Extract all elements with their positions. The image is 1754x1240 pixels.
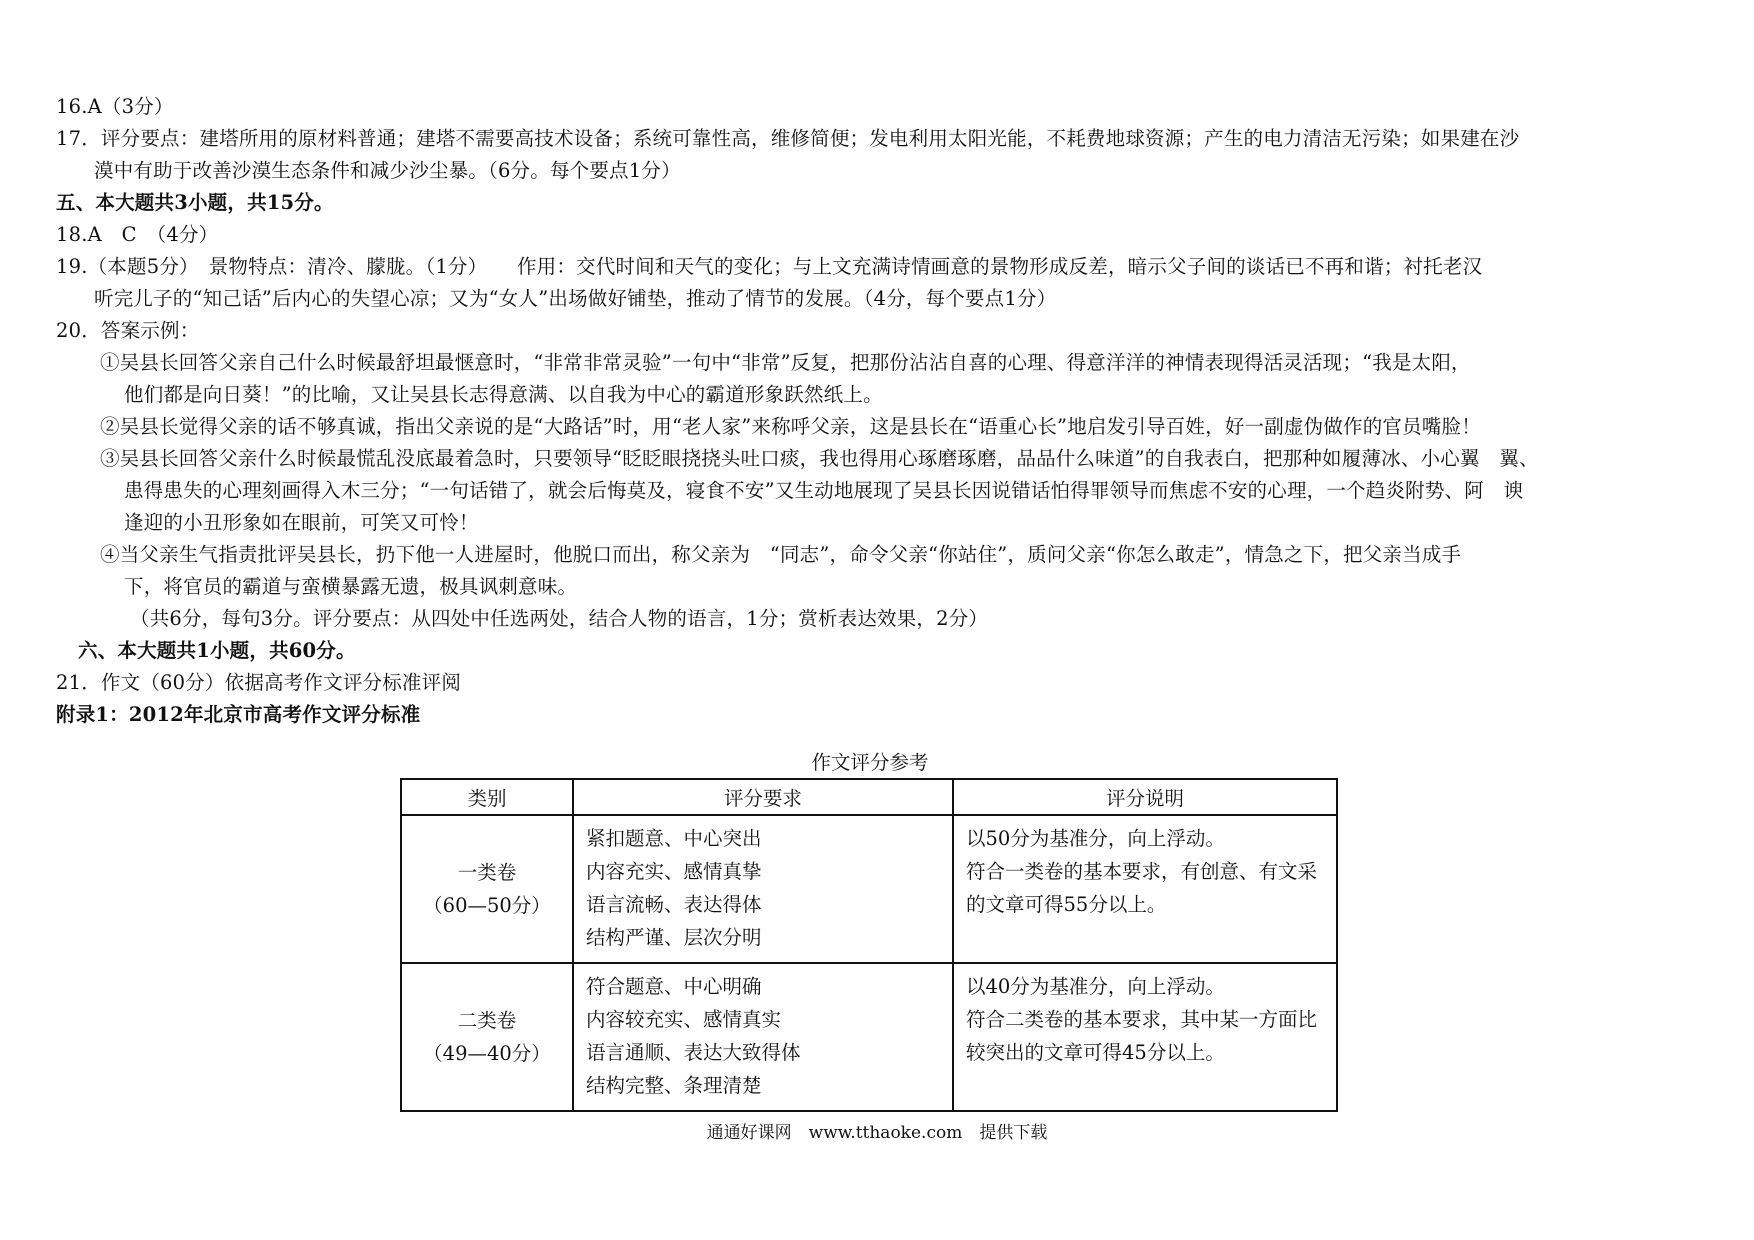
category-range: （60—50分）: [423, 894, 551, 917]
requirement-item: 语言通顺、表达大致得体: [586, 1041, 801, 1064]
answer-16: 16.A（3分）: [56, 95, 174, 118]
table-row: [401, 815, 1337, 963]
appendix-1-heading: 附录1：2012年北京市高考作文评分标准: [56, 703, 421, 726]
answer-20-item-3-line-3: 逢迎的小丑形象如在眼前，可笑又可怜！: [124, 511, 479, 534]
answer-20-item-4-line-2: 下，将官员的霸道与蛮横暴露无遗，极具讽刺意味。: [124, 575, 578, 598]
answer-19-line-2: 听完儿子的“知己话”后内心的失望心凉；又为“女人”出场做好铺垫，推动了情节的发展。（4分，每个要点1分）: [94, 287, 1057, 310]
note-item: 的文章可得55分以上。: [966, 893, 1167, 916]
note-item: 符合二类卷的基本要求，其中某一方面比: [966, 1008, 1318, 1031]
answer-20-heading: 20．答案示例：: [56, 319, 200, 342]
category-cell: [401, 815, 573, 963]
note-item: 较突出的文章可得45分以上。: [966, 1041, 1225, 1064]
answer-20-item-3-line-1: ③吴县长回答父亲什么时候最慌乱没底最着急时，只要领导“眨眨眼挠挠头吐口痰，我也得用心琢磨琢磨，品品什么味道”的自我表白，把那种如履薄冰、小心翼 翼、: [100, 447, 1539, 470]
requirement-item: 结构严谨、层次分明: [586, 926, 762, 949]
answer-21: 21．作文（60分）依据高考作文评分标准评阅: [56, 671, 462, 694]
section-6-heading: 六、本大题共1小题，共60分。: [78, 639, 356, 662]
header-requirements: 评分要求: [573, 779, 953, 815]
notes-cell: [953, 815, 1337, 963]
note-item: 符合一类卷的基本要求，有创意、有文采: [966, 860, 1318, 883]
answer-20-scoring-note: （共6分，每句3分。评分要点：从四处中任选两处，结合人物的语言，1分；赏析表达效果，2分）: [130, 607, 989, 630]
header-notes: 评分说明: [953, 779, 1337, 815]
answer-20-item-1-line-2: 他们都是向日葵！”的比喻，又让吴县长志得意满、以自我为中心的霸道形象跃然纸上。: [124, 383, 883, 406]
answer-19-line-1: 19.（本题5分） 景物特点：清冷、朦胧。（1分） 作用：交代时间和天气的变化；与上文充满诗情画意的景物形成反差，暗示父子间的谈话已不再和谐；衬托老汉: [56, 255, 1483, 278]
requirement-item: 语言流畅、表达得体: [586, 893, 762, 916]
note-item: 以40分为基准分，向上浮动。: [966, 975, 1225, 998]
answer-20-item-2: ②吴县长觉得父亲的话不够真诚，指出父亲说的是“大路话”时，用“老人家”来称呼父亲，这是县长在“语重心长”地启发引导百姓，好一副虚伪做作的官员嘴脸！: [100, 415, 1481, 438]
table-caption: 作文评分参考: [811, 751, 929, 774]
section-5-heading: 五、本大题共3小题，共15分。: [56, 191, 334, 214]
answer-20-item-4-line-1: ④当父亲生气指责批评吴县长，扔下他一人进屋时，他脱口而出，称父亲为 “同志”，命令父亲“你站住”，质问父亲“你怎么敢走”，情急之下，把父亲当成手: [100, 543, 1462, 566]
answer-18: 18.A C （4分）: [56, 223, 219, 246]
page-footer: 通通好课网 www.tthaoke.com 提供下载: [706, 1123, 1048, 1143]
answer-20-item-3-line-2: 患得患失的心理刻画得入木三分；“一句话错了，就会后悔莫及，寝食不安”又生动地展现了吴县长因说错话怕得罪领导而焦虑不安的心理，一个趋炎附势、阿 谀: [124, 479, 1524, 502]
note-item: 以50分为基准分，向上浮动。: [966, 827, 1225, 850]
requirement-item: 内容较充实、感情真实: [586, 1008, 782, 1031]
notes-cell: [953, 963, 1337, 1111]
answer-17-line-2: 漠中有助于改善沙漠生态条件和减少沙尘暴。（6分。每个要点1分）: [94, 159, 681, 182]
essay-scoring-table: [400, 778, 1338, 1112]
requirement-item: 紧扣题意、中心突出: [586, 827, 762, 850]
category-name: 一类卷: [457, 861, 517, 884]
requirements-cell: [573, 963, 953, 1111]
requirements-cell: [573, 815, 953, 963]
requirement-item: 内容充实、感情真挚: [586, 860, 762, 883]
table-row: [401, 963, 1337, 1111]
requirement-item: 符合题意、中心明确: [586, 975, 762, 998]
requirement-item: 结构完整、条理清楚: [586, 1074, 762, 1097]
answer-17-line-1: 17．评分要点：建塔所用的原材料普通；建塔不需要高技术设备；系统可靠性高，维修简便；发电利用太阳光能，不耗费地球资源；产生的电力清洁无污染；如果建在沙: [56, 127, 1520, 150]
header-category: 类别: [401, 779, 573, 815]
category-cell: [401, 963, 573, 1111]
category-range: （49—40分）: [423, 1042, 551, 1065]
category-name: 二类卷: [457, 1009, 517, 1032]
answer-20-item-1-line-1: ①吴县长回答父亲自己什么时候最舒坦最惬意时，“非常非常灵验”一句中“非常”反复，把那份沾沾自喜的心理、得意洋洋的神情表现得活灵活现；“我是太阳，: [100, 351, 1471, 374]
table-header-row: [401, 779, 1337, 815]
